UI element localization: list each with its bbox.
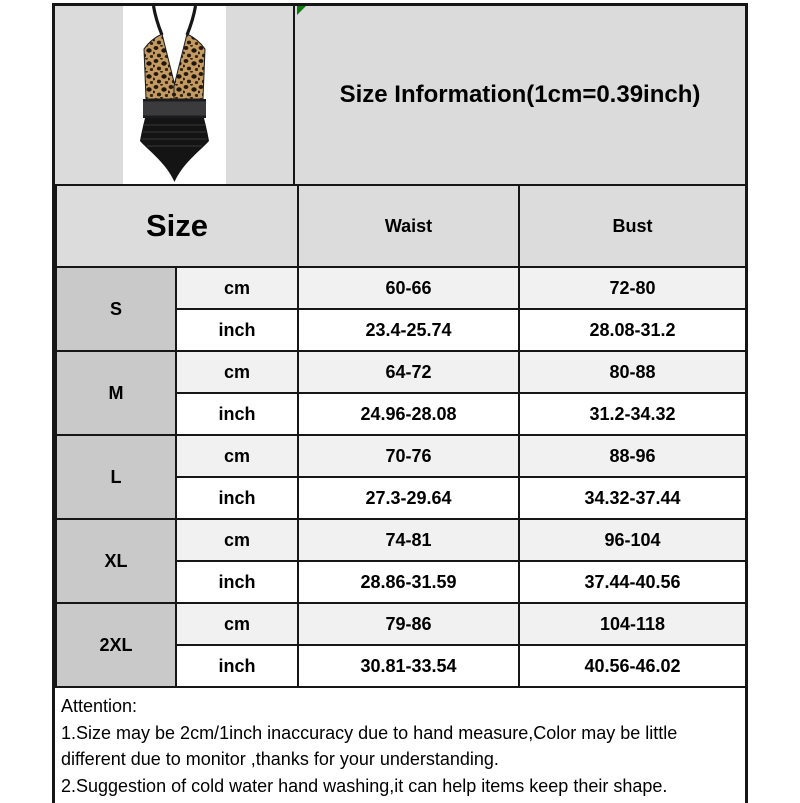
waist-value: 64-72 [298, 351, 519, 393]
size-chart-sheet [52, 3, 748, 803]
table-header-row [56, 186, 746, 267]
bust-value: 34.32-37.44 [519, 477, 746, 519]
bust-value: 88-96 [519, 435, 746, 477]
bust-value: 80-88 [519, 351, 746, 393]
waist-value: 24.96-28.08 [298, 393, 519, 435]
attention-section [55, 688, 745, 799]
waist-value: 28.86-31.59 [298, 561, 519, 603]
swimsuit-image [123, 6, 226, 184]
attention-note-line: different due to monitor ,thanks for your understanding. [61, 749, 499, 769]
waist-value: 23.4-25.74 [298, 309, 519, 351]
bust-value: 31.2-34.32 [519, 393, 746, 435]
size-table [55, 186, 747, 688]
unit-label: inch [176, 561, 298, 603]
title-cell [295, 6, 745, 184]
waist-value: 27.3-29.64 [298, 477, 519, 519]
size-label-l: L [56, 435, 176, 519]
bust-value: 104-118 [519, 603, 746, 645]
unit-label: cm [176, 435, 298, 477]
green-corner-marker-icon [297, 6, 306, 15]
bust-value: 40.56-46.02 [519, 645, 746, 687]
attention-note-line: 1.Size may be 2cm/1inch inaccuracy due to hand measure,Color may be little [61, 722, 678, 743]
size-label-2xl: 2XL [56, 603, 176, 687]
top-section [55, 6, 745, 186]
bust-value: 72-80 [519, 267, 746, 309]
unit-label: cm [176, 351, 298, 393]
column-header-waist: Waist [298, 186, 519, 267]
waist-value: 70-76 [298, 435, 519, 477]
unit-label: cm [176, 603, 298, 645]
attention-note-line: 2.Suggestion of cold water hand washing,it can help items keep their shape. [61, 775, 668, 796]
bust-value: 28.08-31.2 [519, 309, 746, 351]
table-row [56, 603, 746, 645]
bust-value: 96-104 [519, 519, 746, 561]
size-label-s: S [56, 267, 176, 351]
waist-value: 74-81 [298, 519, 519, 561]
waist-value: 79-86 [298, 603, 519, 645]
unit-label: inch [176, 309, 298, 351]
product-photo [123, 6, 226, 184]
unit-label: inch [176, 393, 298, 435]
size-label-m: M [56, 351, 176, 435]
unit-label: inch [176, 645, 298, 687]
unit-label: cm [176, 267, 298, 309]
column-header-bust: Bust [519, 186, 746, 267]
page-title: Size Information(1cm=0.39inch) [339, 81, 701, 108]
unit-label: cm [176, 519, 298, 561]
table-row [56, 519, 746, 561]
column-header-size: Size [56, 186, 298, 267]
product-image-cell [55, 6, 295, 184]
table-row [56, 351, 746, 393]
size-label-xl: XL [56, 519, 176, 603]
attention-heading: Attention: [61, 696, 138, 716]
table-row [56, 435, 746, 477]
table-row [56, 267, 746, 309]
waist-value: 60-66 [298, 267, 519, 309]
bust-value: 37.44-40.56 [519, 561, 746, 603]
unit-label: inch [176, 477, 298, 519]
waist-value: 30.81-33.54 [298, 645, 519, 687]
